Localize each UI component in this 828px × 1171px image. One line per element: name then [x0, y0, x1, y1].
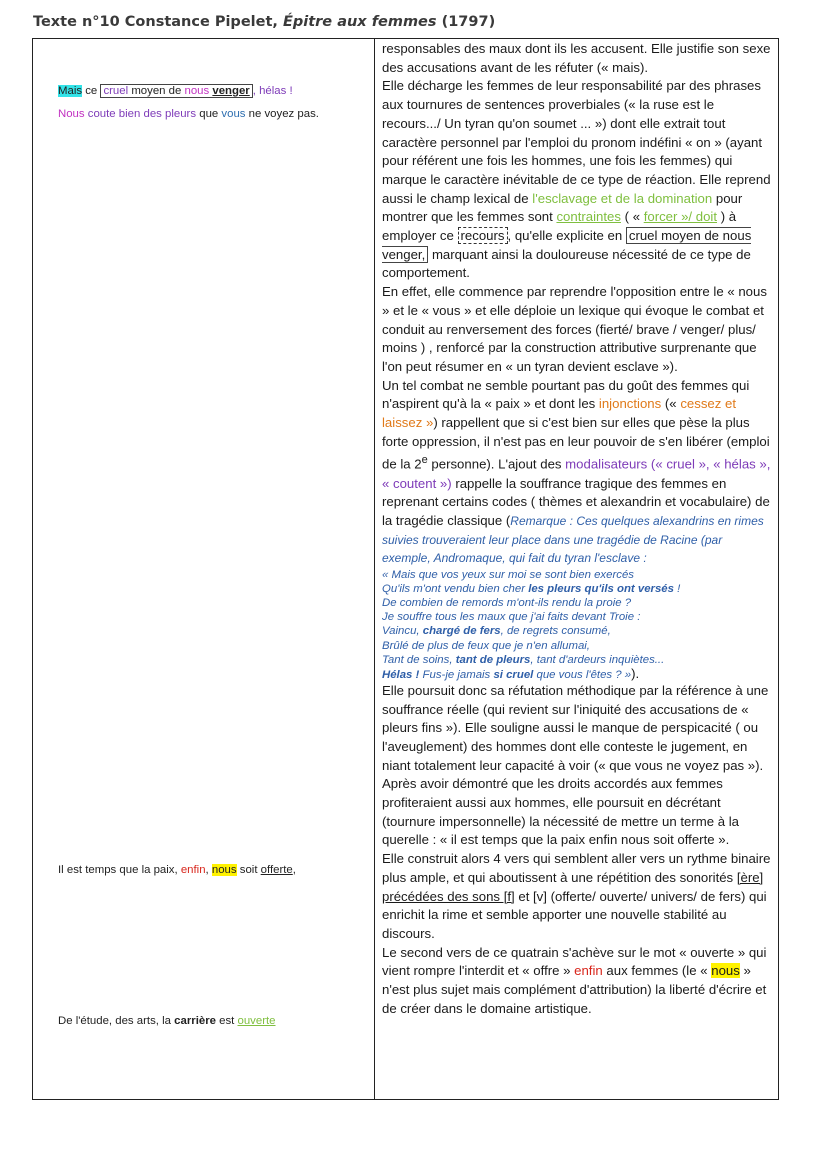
q7-b: tant de pleurs: [455, 653, 531, 666]
poem-line-4-start: De l'étude, des arts, la: [58, 1015, 171, 1027]
word-ouverte: ouverte: [237, 1015, 276, 1027]
poem-line-1: [58, 85, 293, 97]
q5-a: Vaincu,: [382, 625, 420, 638]
q7-c: , tant d'ardeurs inquiètes...: [530, 653, 665, 666]
word-enfin: enfin: [180, 864, 206, 876]
cessez-phrase: cessez et laissez »: [382, 396, 737, 431]
word-nous-3: nous: [211, 864, 237, 876]
word-ce: ce: [85, 85, 98, 97]
quote-line-3: De combien de remords m'ont-ils rendu la proie ?: [382, 597, 632, 610]
q8-e: ).: [631, 665, 640, 681]
p4-sup: e: [421, 454, 428, 467]
word-helas: , hélas !: [252, 85, 293, 97]
quote-line-7: [382, 653, 774, 667]
q2-a: Qu'ils m'ont vendu bien cher: [382, 583, 526, 596]
analysis-paragraph-7: [382, 850, 774, 944]
q8-d: que vous l'êtes ? »: [536, 668, 632, 681]
word-offerte: offerte: [260, 864, 293, 876]
remarque-note: Remarque : Ces quelques alexandrins en rimes suivies trouveraient leur place dans une tragédie de Racine (par exemple, Andromaque, qui fait du tyran l'esclave :: [382, 513, 764, 566]
p4-text-a: Un tel combat ne semble pourtant pas du goût des femmes qui n'aspirent qu'à la « paix » et dont les: [382, 377, 750, 412]
analysis-paragraph-3: En effet, elle commence par reprendre l'opposition entre le « nous » et le « vous » et elle déploie un lexique qui évoque le combat et conduit au renversement des forces (fierté/ brave / venger/ plus/ moins ) , renforcé par la construction attributive surprenante que l'on peut résumer en « un tyran devient esclave »).: [382, 284, 767, 374]
word-nous: nous: [184, 85, 210, 97]
title-prefix: Texte n°10 Constance Pipelet,: [33, 14, 278, 30]
poem-line-3: Il est temps que la paix, enfin, nous soit offerte,: [58, 864, 296, 876]
p4-text-b: («: [664, 396, 677, 412]
poem-line-3-end: ,: [292, 864, 296, 876]
analysis-paragraph-8: [382, 944, 774, 1019]
injonctions-word: injonctions: [598, 396, 662, 412]
word-coute: coute bien des pleurs: [87, 108, 197, 120]
p2-text-b: pour montrer que les femmes sont: [382, 190, 743, 225]
nous-highlight: nous: [711, 963, 740, 979]
word-vous: vous: [221, 108, 246, 120]
sonorites-phrase: [ère] précédées des sons [f]: [382, 869, 764, 904]
p2-text-e: , qu'elle explicite en: [507, 228, 623, 244]
p8-text-c: » n'est plus sujet mais complément d'attribution) la liberté d'écrire et de créer dans le domaine artistique.: [382, 963, 767, 1016]
quote-line-8: [382, 667, 774, 682]
word-est: est: [219, 1015, 235, 1027]
quote-line-5: [382, 624, 774, 638]
analysis-paragraph-1: responsables des maux dont ils les accusent. Elle justifie son sexe des accusations avant de les réfuter (« mais).: [382, 41, 771, 75]
poem-line-3-start: Il est temps que la paix,: [58, 864, 178, 876]
cruel-moyen-phrase: cruel moyen de nous venger,: [382, 228, 752, 262]
p2-text-d: ) à employer ce: [382, 209, 737, 244]
p4-text-e: rappelle la souffrance tragique des femmes en reprenant certains codes ( thèmes et alexandrin et vocabulaire) de la tragédie classique (: [382, 475, 770, 528]
page-title: [33, 14, 495, 30]
recours-word: recours: [458, 227, 508, 244]
analysis-paragraph-5: Elle poursuit donc sa réfutation méthodique par la référence à une souffrance réelle (qui revient sur l'iniquité des accusations de « pleurs fins »). Elle souligne aussi le manque de perspicacité ( ou l'aveuglement) des hommes dont elle conteste le jugement, en niant totalement leur capacité à voir (« que vous ne voyez pas »).: [382, 682, 769, 773]
p4-text-c: ) rappellent que si c'est bien sur elles que pèse la plus forte oppression, il n'est pas en leur pouvoir de s'en libérer (emploi de la 2: [382, 415, 770, 472]
q2-b: les pleurs qu'ils ont versés: [528, 583, 674, 596]
p8-text-a: Le second vers de ce quatrain s'achève sur le mot « ouverte » qui vient rompre l'interdit et « offre »: [382, 944, 767, 979]
quote-line-2: [382, 582, 774, 596]
p2-text-c: ( «: [624, 209, 641, 225]
word-soit: soit: [239, 864, 258, 876]
word-mais: Mais: [58, 85, 83, 97]
analysis-column: [382, 40, 774, 1018]
contraintes-word: contraintes: [556, 209, 621, 225]
word-rest: ne voyez pas.: [248, 108, 319, 120]
analysis-paragraph-6: Après avoir démontré que les droits accordés aux femmes profiteraient aussi aux hommes, elle poursuit en décrétant (tournure impersonnelle) la nécessité de mettre un terme à la querelle : « il est temps que la paix enfin nous soit offerte ».: [382, 776, 739, 848]
poem-line-2: [58, 108, 319, 120]
word-nous-2: Nous: [58, 108, 85, 120]
quote-line-6: Brûlé de plus de feux que je n'en allumai,: [382, 639, 590, 652]
q7-a: Tant de soins,: [382, 653, 453, 666]
racine-quote: [382, 568, 774, 682]
modalisateurs-phrase: modalisateurs (« cruel », « hélas », « coutent »): [382, 456, 771, 491]
analysis-paragraph-4: [382, 377, 774, 568]
quote-line-4: Je souffre tous les maux que j'ai faits devant Troie :: [382, 611, 641, 624]
word-venger: venger: [212, 85, 250, 97]
q5-b: chargé de fers: [422, 625, 501, 638]
word-carriere: carrière: [174, 1015, 216, 1027]
title-work: Épitre aux femmes: [282, 14, 437, 30]
quote-line-1: « Mais que vos yeux sur moi se sont bien exercés: [382, 569, 634, 582]
q8-a: Hélas !: [382, 668, 420, 681]
q2-c: !: [677, 583, 681, 596]
poem-line-4: [58, 1015, 276, 1027]
column-divider: [374, 38, 375, 1100]
word-cruel: cruel: [103, 85, 129, 97]
word-que: que: [199, 108, 219, 120]
q5-c: , de regrets consumé,: [500, 625, 611, 638]
esclavage-phrase: l'esclavage et de la domination: [532, 190, 713, 206]
p2-text-a: Elle décharge les femmes de leur responsabilité par des phrases aux tournures de sentences proverbiales (« la ruse est le recours.../ Un tyran qu'on soumet ... ») dont elle extrait tout caractère personnel par l'emploi du pronom indéfini « on » (ayant pour référent une fois les hommes, une fois les femmes) qui marque le caractère inévitable de ce type de réaction. Elle reprend aussi le champ lexical de: [382, 78, 771, 206]
word-moyen: moyen de: [131, 85, 182, 97]
p2-text-f: marquant ainsi la douloureuse nécessité de ce type de comportement.: [382, 246, 751, 281]
p8-text-b: aux femmes (le «: [606, 963, 708, 979]
forcer-phrase: forcer »/ doit: [643, 209, 718, 225]
enfin-word: enfin: [574, 963, 603, 979]
q8-b: Fus-je jamais: [422, 668, 491, 681]
p4-text-d: personne). L'ajout des: [431, 456, 562, 472]
p7-text-a: Elle construit alors 4 vers qui semblent aller vers un rythme binaire plus ample, et qui aboutissent à une répétition des sonorités: [382, 851, 771, 885]
analysis-paragraph-2: [382, 77, 774, 283]
p7-text-b: et [v] (offerte/ ouverte/ univers/ de fers) qui enrichit la rime et semble apporter une nouvelle stabilité au discours.: [382, 888, 767, 941]
q8-c: si cruel: [493, 668, 534, 681]
title-year: (1797): [441, 14, 496, 30]
